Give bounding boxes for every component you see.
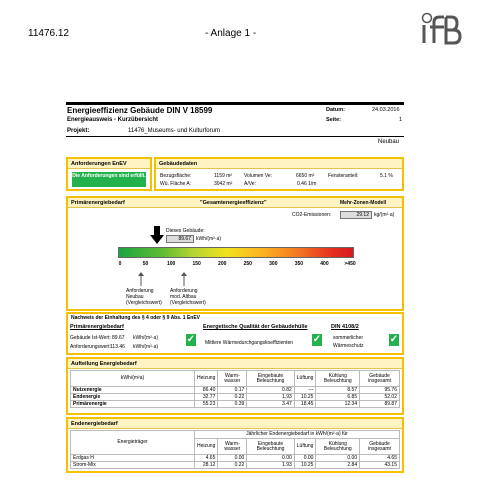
cell: --- [294, 387, 316, 394]
scale-tick-label: 250 [243, 261, 252, 267]
din-check-icon: ✓ [389, 334, 399, 345]
col-kuehlung: Kühlung Beleuchtung [316, 439, 360, 455]
anf-label: Anforderungswert: [70, 344, 111, 350]
col-heizung: Heizung [195, 371, 218, 387]
av-label: A/Ve: [244, 181, 256, 187]
wue-label: Wü. Fläche A: [160, 181, 192, 187]
dieses-arrow-icon [150, 226, 164, 246]
scale-tick-label: >450 [344, 261, 356, 267]
row-label: Erdgas H [71, 455, 195, 462]
location-label: Neubau [378, 139, 400, 145]
cell: 10.25 [294, 394, 316, 401]
row-label: Endenergie [71, 394, 195, 401]
seite-value: 1 [399, 117, 403, 123]
projekt-value: 11476_Museums- und Kulturforum [128, 128, 220, 134]
col-lueftung: Lüftung [294, 371, 316, 387]
anlage-label: - Anlage 1 - [205, 28, 257, 39]
group-label: Jährlicher Endenergiebedarf in kWh/(m²·a) für [195, 431, 400, 439]
aufteilung-title: Aufteilung Energiebedarf [68, 359, 402, 369]
cell: 0.00 [294, 455, 316, 462]
co2-value: 29.12 [340, 211, 372, 219]
scale-tick-label: 200 [218, 261, 227, 267]
cell: 0.00 [218, 455, 247, 462]
scale-tick-label: 50 [142, 261, 149, 267]
table-row [71, 387, 400, 394]
col-beleuchtung: Eingebaute Beleuchtung [247, 439, 294, 455]
project-rule [66, 136, 404, 137]
anforderungen-panel [66, 157, 152, 191]
endenergie-title: Endenergiebedarf [68, 419, 402, 429]
cell: 95.76 [360, 387, 400, 394]
qual-title: Energetische Qualität der Gebäudehülle [203, 324, 308, 330]
primaer-subtitle: "Gesamtenergieeffizienz" [200, 200, 267, 206]
energy-scale-bar [118, 247, 354, 258]
cell: 3.47 [247, 401, 294, 408]
cell: 86.40 [195, 387, 218, 394]
primaer-check-icon: ✓ [186, 334, 196, 345]
altbau-arrow-icon [181, 272, 187, 288]
col-beleuchtung: Eingebaute Beleuchtung [247, 371, 294, 387]
annotation-altbau: Anforderung mod. Altbau (Vergleichswert) [170, 288, 206, 306]
ifb-logo [420, 12, 464, 46]
title-rule [66, 102, 404, 105]
scale-tick-label: 350 [294, 261, 304, 267]
din-text2: Wärmeschutz [333, 343, 364, 349]
endenergie-table [70, 430, 400, 469]
scale-tick-label: 150 [192, 261, 201, 267]
ist-label: Gebäude Ist-Wert: [70, 335, 111, 341]
fenster-label: Fensteranteil: [328, 173, 359, 179]
wue-value: 3042 m² [214, 181, 233, 187]
table-row [71, 462, 400, 469]
cell: 89.87 [360, 401, 400, 408]
endenergie-group-row [71, 431, 400, 439]
co2-label: CO2-Emissionen: [292, 212, 332, 218]
col-gesamt: Gebäude insgesamt [360, 371, 400, 387]
cell: 18.45 [294, 401, 316, 408]
nachweis-title: Nachweis der Einhaltung des § 4 oder § 9 Abs. 1 EnEV [71, 315, 201, 321]
gebaeudedaten-title: Gebäudedaten [156, 159, 402, 169]
cell: 32.77 [195, 394, 218, 401]
aufteilung-header-row [71, 371, 400, 387]
cell: 52.02 [360, 394, 400, 401]
scale-tick-label: 0 [118, 261, 122, 267]
row-label: Nutzenergie [71, 387, 195, 394]
model-label: Mehr-Zonen-Modell [340, 200, 387, 206]
co2-unit: kg/(m²·a) [374, 212, 395, 218]
cell: 8.57 [316, 387, 360, 394]
qual-check-icon: ✓ [312, 334, 322, 345]
annotation-neubau: Anforderung Neubau (Vergleichswert) [126, 288, 162, 306]
ist-value: 89.67 [112, 335, 125, 341]
anf-value: 113.46 [110, 344, 125, 350]
primaer-title: Primärenergiebedarf [68, 198, 402, 208]
cell: 0.82 [247, 387, 294, 394]
dieses-value: 89.67 [166, 235, 194, 243]
volumen-value: 6650 m³ [296, 173, 315, 179]
page-subtitle: Energieausweis - Kurzübersicht [67, 117, 159, 123]
anforderungen-status: Die Anforderungen sind erfüllt. [72, 172, 146, 187]
cell: 1.93 [247, 462, 294, 469]
table-row [71, 394, 400, 401]
gebaeudedaten-panel [154, 157, 404, 191]
cell: 0.39 [218, 401, 247, 408]
cell: 10.25 [294, 462, 316, 469]
cell: 4.65 [360, 455, 400, 462]
cell: 4.65 [195, 455, 218, 462]
anforderungen-title: Anforderungen EnEV [68, 159, 150, 169]
col-warmwasser: Warm-wasser [218, 371, 247, 387]
page-title: Energieeffizienz Gebäude DIN V 18599 [67, 106, 213, 115]
scale-tick-label: 400 [320, 261, 329, 267]
row-label: Primärenergie [71, 401, 195, 408]
table-row [71, 455, 400, 462]
aufteilung-unit: kWh/(m²a) [71, 371, 195, 387]
cell: 2.84 [316, 462, 360, 469]
scale-tick-label: 100 [166, 261, 176, 267]
anf-unit: kWh/(m²·a) [133, 344, 158, 350]
nachweis-primaer-title: Primärenergiebedarf [70, 324, 124, 330]
din-text1: sommerlicher [333, 335, 364, 341]
col-warmwasser: Warm-wasser [218, 439, 247, 455]
aufteilung-table [70, 370, 400, 408]
cell: 12.34 [316, 401, 360, 408]
scale-tick-label: 300 [269, 261, 278, 267]
col-gesamt: Gebäude insgesamt [360, 439, 400, 455]
ist-unit: kWh/(m²·a) [133, 335, 158, 341]
cell: 0.17 [218, 387, 247, 394]
av-value: 0.46 1/m [297, 181, 317, 187]
col-kuehlung: Kühlung Beleuchtung [316, 371, 360, 387]
qual-text: Mittlere Wärmedurchgangskoeffizienten [205, 340, 294, 346]
cell: 6.85 [316, 394, 360, 401]
document-number: 11476.12 [28, 28, 69, 39]
din-title: DIN 4108/2 [331, 324, 359, 330]
bezugsflaeche-value: 1159 m² [214, 173, 232, 179]
seite-label: Seite: [326, 117, 341, 123]
volumen-label: Volumen Ve: [244, 173, 273, 179]
cell: 0.00 [316, 455, 360, 462]
cell: 28.12 [195, 462, 218, 469]
cell: 55.23 [195, 401, 218, 408]
table-row [71, 401, 400, 408]
fenster-value: 5.1 % [380, 173, 393, 179]
cell: 1.93 [247, 394, 294, 401]
neubau-arrow-icon [138, 272, 144, 288]
dieses-label: Dieses Gebäude: [166, 228, 205, 234]
traeger-label: Energieträger [71, 431, 195, 455]
datum-value: 24.03.2016 [372, 107, 400, 113]
col-lueftung: Lüftung [294, 439, 316, 455]
row-label: Strom-Mix [71, 462, 195, 469]
dieses-unit: kWh/(m²·a) [196, 236, 221, 242]
bezugsflaeche-label: Bezugsfläche: [160, 173, 192, 179]
cell: 43.15 [360, 462, 400, 469]
cell: 0.22 [218, 462, 247, 469]
projekt-label: Projekt: [67, 128, 90, 134]
col-heizung: Heizung [195, 439, 218, 455]
cell: 0.00 [247, 455, 294, 462]
cell: 0.22 [218, 394, 247, 401]
datum-label: Datum: [326, 107, 345, 113]
